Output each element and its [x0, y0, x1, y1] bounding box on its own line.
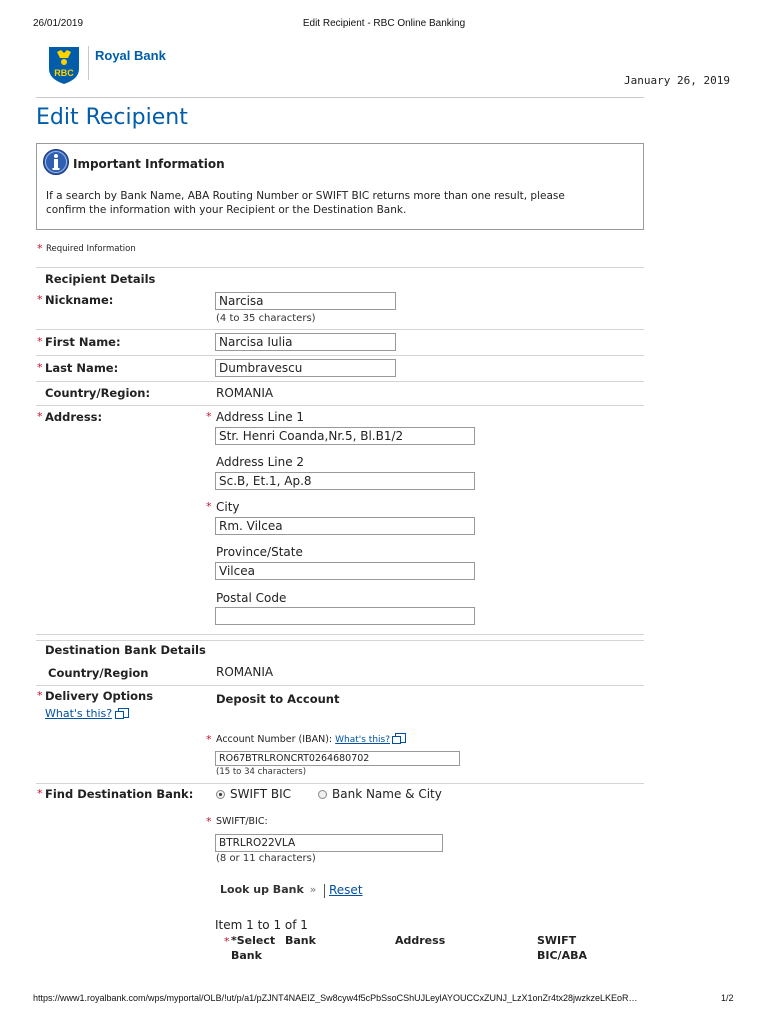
item-count: Item 1 to 1 of 1: [215, 918, 308, 932]
first-name-input[interactable]: Narcisa Iulia: [215, 333, 396, 351]
swift-bic-label: SWIFT/BIC:: [216, 816, 268, 827]
bank-name-city-radio-label[interactable]: Bank Name & City: [332, 787, 442, 801]
reset-link[interactable]: Reset: [329, 883, 363, 897]
required-note: Required Information: [46, 244, 136, 254]
nickname-input[interactable]: Narcisa: [215, 292, 396, 310]
col-select: [231, 934, 275, 947]
first-name-label: First Name:: [45, 335, 121, 349]
chevron-right-icon: »: [309, 883, 317, 896]
account-number-hint: (15 to 34 characters): [216, 767, 307, 777]
province-label: Province/State: [216, 545, 303, 559]
logo-divider: [88, 46, 89, 80]
destination-section-title: Destination Bank Details: [45, 643, 206, 657]
required-marker: *: [37, 410, 43, 423]
last-name-label: Last Name:: [45, 361, 119, 375]
col-address: Address: [395, 934, 446, 947]
required-marker: *: [37, 361, 43, 374]
col-select-line2: Bank: [231, 949, 262, 962]
row-divider: [36, 685, 644, 686]
row-divider: [36, 355, 644, 356]
postal-code-label: Postal Code: [216, 591, 287, 605]
page-title: Edit Recipient: [36, 105, 188, 130]
city-input[interactable]: Rm. Vilcea: [215, 517, 475, 535]
section-divider: [36, 640, 644, 641]
info-title: Important Information: [73, 157, 225, 171]
col-select-line1: *Select: [231, 934, 276, 947]
find-bank-label: Find Destination Bank:: [45, 787, 194, 801]
dest-country-label: Country/Region: [48, 666, 149, 680]
required-marker: *: [37, 293, 43, 306]
swift-bic-radio-label[interactable]: SWIFT BIC: [230, 787, 292, 801]
postal-code-input[interactable]: [215, 607, 475, 625]
delivery-options-label: Delivery Options: [45, 689, 154, 703]
nickname-label: Nickname:: [45, 293, 114, 307]
province-input[interactable]: Vilcea: [215, 562, 475, 580]
today-date: January 26, 2019: [624, 74, 730, 87]
row-divider: [36, 405, 644, 406]
address-line1-input[interactable]: Str. Henri Coanda,Nr.5, Bl.B1/2: [215, 427, 475, 445]
info-icon: [42, 148, 70, 176]
info-text-line2: confirm the information with your Recipient or the Destination Bank.: [46, 204, 407, 216]
required-marker: *: [206, 815, 212, 828]
required-marker: *: [206, 500, 212, 513]
rbc-logo-icon[interactable]: [46, 45, 82, 85]
delivery-whats-this-link[interactable]: [45, 707, 129, 720]
dest-country-value: ROMANIA: [216, 665, 274, 679]
section-divider: [36, 634, 644, 635]
nickname-hint: (4 to 35 characters): [216, 313, 316, 324]
section-divider: [36, 267, 644, 268]
bank-name: Royal Bank: [95, 48, 166, 63]
swift-bic-radio[interactable]: [216, 790, 225, 799]
city-label: City: [216, 500, 240, 514]
required-marker: *: [37, 242, 43, 255]
address-label: Address:: [45, 410, 103, 424]
link-separator: [324, 884, 325, 898]
row-divider: [36, 783, 644, 784]
address-line1-label: Address Line 1: [216, 410, 305, 424]
swift-bic-hint: (8 or 11 characters): [216, 853, 316, 864]
recipient-section-title: Recipient Details: [45, 272, 156, 286]
last-name-input[interactable]: Dumbravescu: [215, 359, 396, 377]
col-bank: Bank: [285, 934, 316, 947]
required-marker: *: [206, 733, 212, 746]
address-line2-label: Address Line 2: [216, 455, 305, 469]
col-swift: SWIFT: [537, 934, 577, 947]
required-marker: *: [37, 335, 43, 348]
address-line2-input[interactable]: Sc.B, Et.1, Ap.8: [215, 472, 475, 490]
row-divider: [36, 381, 644, 382]
print-url: https://www1.royalbank.com/wps/myportal/OLB/!ut/p/a1/pZJNT4NAEIZ_Sw8cyw4f5cPbSsoCShUJLeylAYOUCCxZUNJ_LzX1onZr4tx28jwzkzeLKEoR…: [33, 993, 638, 1003]
print-page-number: 1/2: [721, 993, 734, 1003]
account-number-input[interactable]: RO67BTRLRONCRT0264680702: [215, 751, 460, 766]
print-date: 26/01/2019: [33, 18, 84, 29]
required-marker: *: [37, 787, 43, 800]
important-info-box: [36, 143, 644, 230]
popup-window-icon: [118, 708, 129, 718]
col-swift-line2: BIC/ABA: [537, 949, 587, 962]
required-marker: *: [224, 935, 230, 948]
account-number-row: [216, 733, 406, 745]
required-marker: *: [37, 689, 43, 702]
swift-bic-input[interactable]: BTRLRO22VLA: [215, 834, 443, 852]
header-divider: [36, 97, 644, 98]
look-up-bank-button[interactable]: [220, 883, 316, 896]
info-text-line1: If a search by Bank Name, ABA Routing Number or SWIFT BIC returns more than one result, please: [46, 190, 565, 202]
svg-text:RBC: RBC: [54, 68, 74, 78]
delivery-whats-this-text[interactable]: What's this?: [45, 707, 113, 720]
row-divider: [36, 329, 644, 330]
look-up-bank-label[interactable]: Look up Bank: [220, 883, 304, 896]
required-marker: *: [206, 410, 212, 423]
popup-window-icon: [395, 733, 406, 743]
delivery-option-value: Deposit to Account: [216, 692, 340, 706]
country-label: Country/Region:: [45, 386, 151, 400]
country-value: ROMANIA: [216, 386, 274, 400]
account-whats-this-link[interactable]: What's this?: [335, 735, 391, 745]
bank-name-city-radio[interactable]: [318, 790, 327, 799]
print-title: Edit Recipient - RBC Online Banking: [302, 18, 466, 29]
account-number-label: Account Number (IBAN):: [216, 734, 333, 745]
